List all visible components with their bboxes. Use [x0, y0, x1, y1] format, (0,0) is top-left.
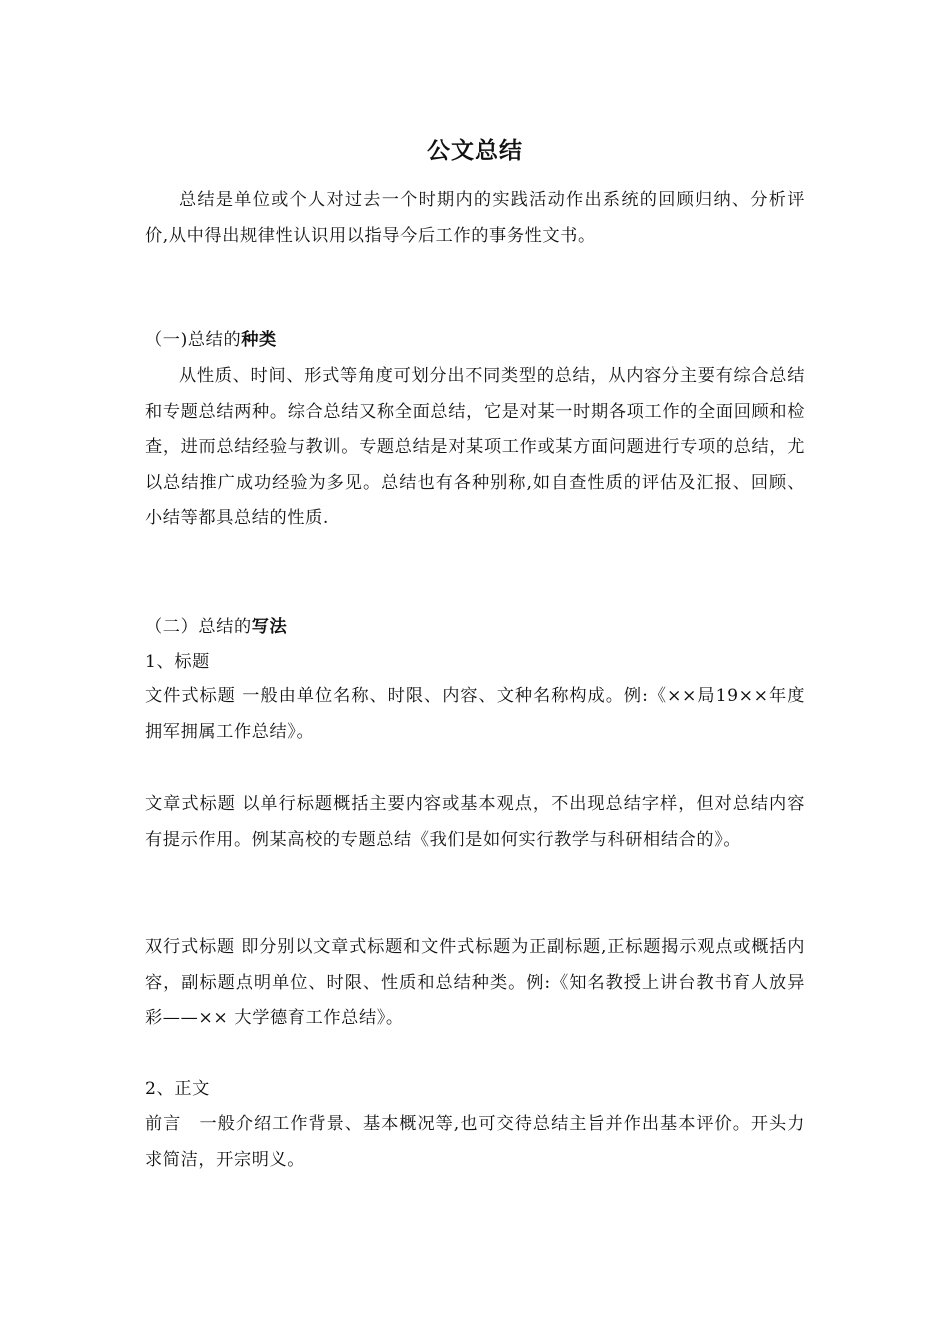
preface-paragraph: 前言 一般介绍工作背景、基本概况等,也可交待总结主旨并作出基本评价。开头力求简洁，开宗明义。 [145, 1114, 805, 1170]
section1-heading [145, 325, 277, 355]
body-subsection-label: 2、正文 [145, 1079, 210, 1099]
file-style-title-paragraph: 文件式标题 一般由单位名称、时限、内容、文种名称构成。例:《××局19××年度拥军拥属工作总结》。 [145, 686, 805, 742]
section2-heading [145, 612, 287, 642]
section1-body: 从性质、时间、形式等角度可划分出不同类型的总结，从内容分主要有综合总结和专题总结两种。综合总结又称全面总结，它是对某一时期各项工作的全面回顾和检查，进而总结经验与教训。专题总结是对某项工作或某方面问题进行专项的总结，尤以总结推广成功经验为多见。总结也有各种别称,如自查性质的评估及汇报、回顾、小结等都具总结的性质. [145, 366, 805, 528]
double-line-title-paragraph: 双行式标题 即分别以文章式标题和文件式标题为正副标题,正标题揭示观点或概括内容，副标题点明单位、时限、性质和总结种类。例:《知名教授上讲台教书育人放异彩——×× 大学德育工作总结》。 [145, 937, 805, 1028]
section2-heading-prefix: （二）总结的 [145, 617, 252, 637]
title-subsection-label: 1、标题 [145, 652, 210, 672]
intro-paragraph: 总结是单位或个人对过去一个时期内的实践活动作出系统的回顾归纳、分析评价,从中得出规律性认识用以指导今后工作的事务性文书。 [145, 190, 805, 246]
article-style-title-paragraph: 文章式标题 以单行标题概括主要内容或基本观点，不出现总结字样，但对总结内容有提示作用。例某高校的专题总结《我们是如何实行教学与科研相结合的》。 [145, 794, 805, 850]
document-title: 公文总结 [427, 138, 523, 164]
section1-heading-keyword: 种类 [241, 330, 277, 350]
section2-heading-keyword: 写法 [251, 617, 288, 637]
section1-heading-prefix: （一)总结的 [145, 330, 242, 350]
